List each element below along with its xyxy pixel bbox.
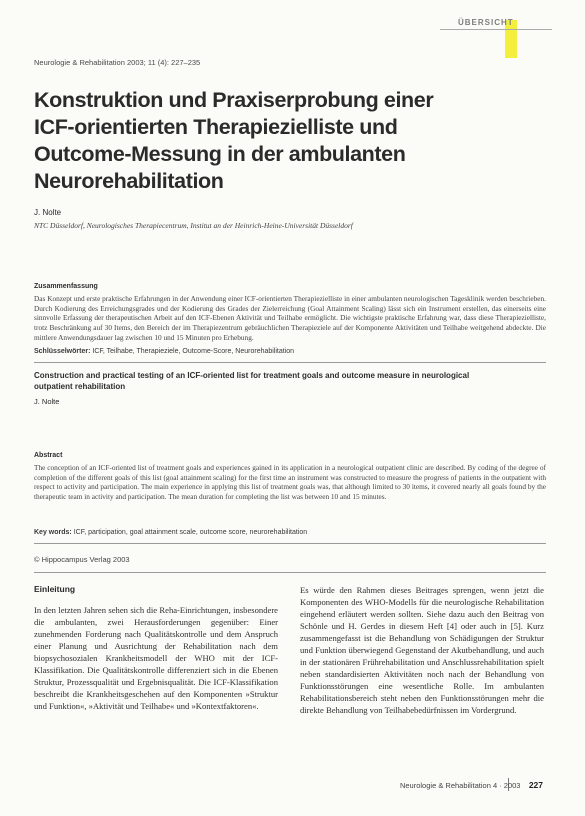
english-title: Construction and practical testing of an ICF-oriented list for treatment goals and outcome measure in neurological outpatient rehabilitation: [34, 371, 470, 391]
page-number: 227: [528, 780, 543, 790]
copyright: © Hippocampus Verlag 2003: [34, 555, 130, 564]
journal-citation: Neurologie & Rehabilitation 2003; 11 (4): 227–235: [34, 58, 201, 67]
english-keywords-value: ICF, participation, goal attainment scale, outcome score, neurorehabilitation: [73, 529, 308, 536]
zusammenfassung-heading: Zusammenfassung: [34, 283, 98, 290]
english-author: J. Nolte: [34, 397, 60, 406]
section-heading-einleitung: Einleitung: [34, 584, 76, 594]
abstract-heading: Abstract: [34, 452, 63, 459]
zusammenfassung-text: Das Konzept und erste praktische Erfahrungen in der Anwendung einer ICF-orientierten Therapiezielliste in einer ambulanten neurologischen Tagesklinik werden beschrieben. Durch Kodierung des Erreichungsgrades und der Kodierung des Grades der Zielerreichung (Goal Attainment Scaling) lässt sich ein Instrument erstellen, das einerseits eine sinnvolle Erfassung der therapeutischen Arbeit auf den ICF-Ebenen Aktivität und Teilhabe ermöglicht. Die wichtigste praktische Erfahrung war, dass diese Therapiezielliste, trotz Beschränkung auf 30 Items, den Bereich der im Therapiezentrum gebräuchlichen Therapieziele auf der Komponente Aktivitäten und Teilhabe weitgehend abdeckte. Die mittlere Anwendungsdauer lag zwischen 10 und 15 Minuten pro Erhebung.: [34, 294, 546, 342]
body-column-left: In den letzten Jahren sehen sich die Reha-Einrichtungen, insbesondere die ambulanten, zwei Herausforderungen gegenüber: Einer zunehmenden Forderung nach Qualitätskontrolle und dem Anspruch einer Planung und Ausrichtung der Rehabilitation nach dem biopsychosozialen Krankheitsmodell der WHO mit der ICF-Klassifikation. Die Qualitätskontrolle differenziert sich in die Ebenen Struktur, Prozessqualität und Ergebnisqualität. Die ICF-Klassifikation beschreibt die Krankheitsgeschehen auf den Komponenten »Struktur und Funktion«, »Aktivität und Teilhabe« und »Kontextfaktoren«.: [34, 605, 278, 711]
abstract-text: The conception of an ICF-oriented list of treatment goals and experiences gained in its application in a neurological outpatient clinic are described. By coding of the degree of completion of the different goals of this list (goal attainment scaling) for the first time an instrument was constructed to measure the progress of patients in the outpatient with respect to activity and participation. The main experience in applying this list of treatment goals was, that although limited to 30 items, it covered nearly all goals found by the therapeutic team in activity and participation. The mean duration for completing the list was between 10 and 15 minutes.: [34, 463, 546, 502]
affiliation: NTC Düsseldorf, Neurologisches Therapiecentrum, Institut an der Heinrich-Heine-Universität Düsseldorf: [34, 221, 353, 230]
german-keywords: [34, 347, 546, 357]
divider: [34, 362, 546, 363]
divider: [34, 543, 546, 544]
page-footer: [400, 780, 543, 790]
section-tag-rule: [440, 29, 552, 30]
body-column-right: Es würde den Rahmen dieses Beitrages sprengen, wenn jetzt die Komponenten des WHO-Modells für die neurologische Rehabilitation eingehend erläutert werden sollten. Siehe dazu auch den Beitrag von Schönle und H. Gerdes in diesem Heft [4] oder auch in [5]. Kurz zusammengefasst ist die Behandlung von Schädigungen der Struktur und Funktion überwiegend Gegenstand der Akutbehandlung, und auch in der stationären Frührehabilitation und Anschlussrehabilitation spielt neben standardisierten Aktivitäten noch nach der Behandlung von Funktionsstörungen eine wesentliche Rolle. Im ambulanten Rehabilitationsbereich steht neben den Funktionsstörungen mehr die direkte Behandlung von Teilhabebedürfnissen im Vordergrund.: [300, 585, 544, 715]
footer-journal: Neurologie & Rehabilitation 4 · 2003: [399, 781, 521, 790]
english-keywords: [34, 528, 546, 538]
article-title: Konstruktion und Praxiserprobung einer ICF-orientierten Therapiezielliste und Outcome-Messung in der ambulanten Neurorehabilitation: [34, 88, 434, 193]
author: J. Nolte: [34, 208, 62, 217]
german-keywords-label: Schlüsselwörter:: [34, 348, 91, 355]
divider: [34, 572, 546, 573]
section-tag: ÜBERSICHT: [458, 18, 514, 27]
english-keywords-label: Key words:: [34, 529, 72, 536]
german-keywords-value: ICF, Teilhabe, Therapieziele, Outcome-Score, Neurorehabilitation: [92, 348, 295, 355]
